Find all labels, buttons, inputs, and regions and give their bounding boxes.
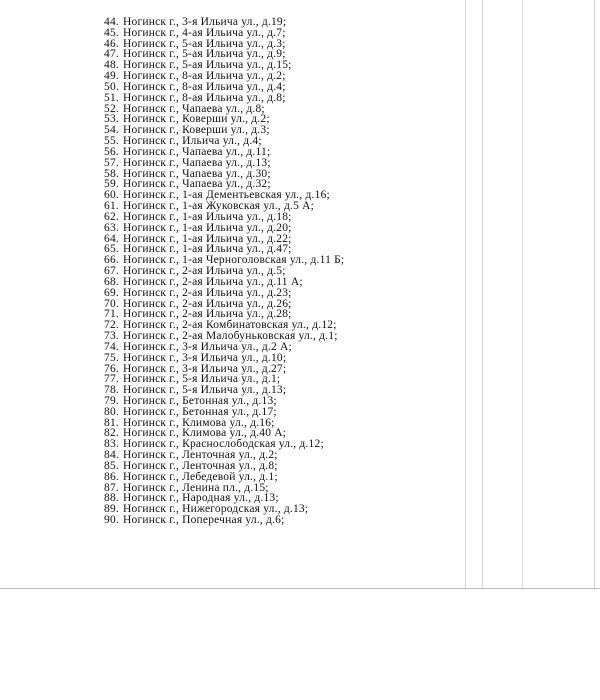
list-item-number: 65. — [104, 243, 119, 256]
list-item-address: Ногинск г., 2-ая Ильича ул., д.26; — [123, 297, 292, 310]
list-item-number: 49. — [104, 70, 119, 83]
list-item-number: 63. — [104, 221, 119, 234]
list-item-address: Ногинск г., Чапаева ул., д.11; — [123, 145, 271, 158]
list-item-number: 88. — [104, 492, 119, 505]
list-item-number: 83. — [104, 438, 119, 451]
list-item-number: 86. — [104, 470, 119, 483]
list-item-address: Ногинск г., 5-ая Ильича ул., д.9; — [123, 48, 286, 61]
list-item-number: 75. — [104, 351, 119, 364]
list-item-address: Ногинск г., Ленточная ул., д.8; — [123, 459, 278, 472]
list-item-address: Ногинск г., Коверши ул., д.3; — [123, 124, 270, 137]
list-item-number: 69. — [104, 286, 119, 299]
list-item-number: 74. — [104, 340, 119, 353]
list-item-number: 82. — [104, 427, 119, 440]
list-item-number: 68. — [104, 275, 119, 288]
list-item-number: 70. — [104, 297, 119, 310]
list-item-address: Ногинск г., Климова ул., д.16; — [123, 416, 275, 429]
page-bottom-edge — [0, 588, 600, 589]
list-item-number: 57. — [104, 156, 119, 169]
list-item-address: Ногинск г., Коверши ул., д.2; — [123, 113, 270, 126]
list-item-number: 77. — [104, 373, 119, 386]
list-item-number: 66. — [104, 254, 119, 267]
list-item-number: 59. — [104, 178, 119, 191]
list-item-address: Ногинск г., 3-я Ильича ул., д.27; — [123, 362, 287, 375]
list-item-address: Ногинск г., 5-я Ильича ул., д.13; — [123, 384, 287, 397]
list-item-number: 58. — [104, 167, 119, 180]
list-item-address: Ногинск г., 3-я Ильича ул., д.2 А; — [123, 340, 292, 353]
scan-edge-line — [594, 0, 595, 590]
list-item-number: 67. — [104, 265, 119, 278]
list-item-address: Ногинск г., Чапаева ул., д.32; — [123, 178, 271, 191]
list-item-address: Ногинск г., 5-я Ильича ул., д.1; — [123, 373, 281, 386]
list-item-number: 50. — [104, 80, 119, 93]
list-item-number: 84. — [104, 449, 119, 462]
list-item-address: Ногинск г., Климова ул., д.40 А; — [123, 427, 287, 440]
list-item-address: Ногинск г., 2-ая Малобуньковская ул., д.1; — [123, 330, 338, 343]
list-item-address: Ногинск г., 2-ая Ильича ул., д.28; — [123, 308, 292, 321]
list-item-address: Ногинск г., Нижегородская ул., д.13; — [123, 503, 309, 516]
list-item-address: Ногинск г., 1-ая Ильича ул., д.18; — [123, 210, 292, 223]
list-item-address: Ногинск г., 1-ая Ильича ул., д.20; — [123, 221, 292, 234]
list-item-number: 52. — [104, 102, 119, 115]
list-item-number: 73. — [104, 330, 119, 343]
list-item-address: Ногинск г., 2-ая Комбинатовская ул., д.12; — [123, 319, 337, 332]
list-item-address: Ногинск г., Бетонная ул., д.13; — [123, 394, 277, 407]
list-item-address: Ногинск г., 4-ая Ильича ул., д.7; — [123, 26, 286, 39]
address-list — [95, 17, 475, 526]
list-item-address: Ногинск г., 8-ая Ильича ул., д.8; — [123, 91, 286, 104]
list-item-address: Ногинск г., Народная ул., д.13; — [123, 492, 279, 505]
list-item-address: Ногинск г., 5-ая Ильича ул., д.3; — [123, 37, 286, 50]
list-item-number: 61. — [104, 200, 119, 213]
list-item-number: 51. — [104, 91, 119, 104]
list-item-address: Ногинск г., 1-ая Ильича ул., д.47; — [123, 243, 292, 256]
list-item-address: Ногинск г., 3-я Ильича ул., д.10; — [123, 351, 287, 364]
list-item-number: 62. — [104, 210, 119, 223]
list-item-address: Ногинск г., 1-ая Дементьевская ул., д.16; — [123, 189, 330, 202]
scan-edge-line — [522, 0, 523, 590]
list-item-number: 90. — [104, 514, 119, 527]
list-item-address: Ногинск г., Лебедевой ул., д.1; — [123, 470, 278, 483]
list-item-number: 71. — [104, 308, 119, 321]
list-item-number: 53. — [104, 113, 119, 126]
list-item-address: Ногинск г., 5-ая Ильича ул., д.15; — [123, 59, 292, 72]
list-item — [95, 515, 475, 526]
list-item-address: Ногинск г., 8-ая Ильича ул., д.4; — [123, 80, 286, 93]
list-item-number: 54. — [104, 124, 119, 137]
list-item-number: 85. — [104, 459, 119, 472]
list-item-address: Ногинск г., 2-ая Ильича ул., д.23; — [123, 286, 292, 299]
list-item-number: 79. — [104, 394, 119, 407]
list-item-number: 45. — [104, 26, 119, 39]
list-item-number: 64. — [104, 232, 119, 245]
list-item-address: Ногинск г., Ильича ул., д.4; — [123, 135, 262, 148]
scan-edge-line — [482, 0, 483, 590]
list-item-number: 46. — [104, 37, 119, 50]
list-item-address: Ногинск г., Краснослободская ул., д.12; — [123, 438, 324, 451]
list-item-address: Ногинск г., 1-ая Жуковская ул., д.5 А; — [123, 200, 314, 213]
list-item-address: Ногинск г., Чапаева ул., д.8; — [123, 102, 265, 115]
list-item-number: 47. — [104, 48, 119, 61]
list-item-number: 72. — [104, 319, 119, 332]
list-item-number: 89. — [104, 503, 119, 516]
list-item-address: Ногинск г., 1-ая Черноголовская ул., д.11 Б; — [123, 254, 345, 267]
list-item-number: 87. — [104, 481, 119, 494]
list-item-number: 44. — [104, 16, 119, 28]
list-item-number: 60. — [104, 189, 119, 202]
list-item-address: Ногинск г., Чапаева ул., д.30; — [123, 167, 271, 180]
list-item-number: 80. — [104, 405, 119, 418]
list-item-address: Ногинск г., Чапаева ул., д.13; — [123, 156, 271, 169]
list-item-number: 78. — [104, 384, 119, 397]
list-item-number: 48. — [104, 59, 119, 72]
list-item-address: Ногинск г., 2-ая Ильича ул., д.5; — [123, 265, 286, 278]
list-item-address: Ногинск г., Ленточная ул., д.2; — [123, 449, 278, 462]
list-item-number: 56. — [104, 145, 119, 158]
list-item-address: Ногинск г., 2-ая Ильича ул., д.11 А; — [123, 275, 303, 288]
list-item-address: Ногинск г., Поперечная ул., д.6; — [123, 514, 285, 527]
list-item-address: Ногинск г., 1-ая Ильича ул., д.22; — [123, 232, 292, 245]
list-item-address: Ногинск г., 3-я Ильича ул., д.19; — [123, 16, 287, 28]
list-item-address: Ногинск г., 8-ая Ильича ул., д.2; — [123, 70, 286, 83]
list-item-number: 55. — [104, 135, 119, 148]
list-item-number: 76. — [104, 362, 119, 375]
list-item-address: Ногинск г., Ленина пл., д.15; — [123, 481, 269, 494]
list-item-number: 81. — [104, 416, 119, 429]
list-item-address: Ногинск г., Бетонная ул., д.17; — [123, 405, 277, 418]
